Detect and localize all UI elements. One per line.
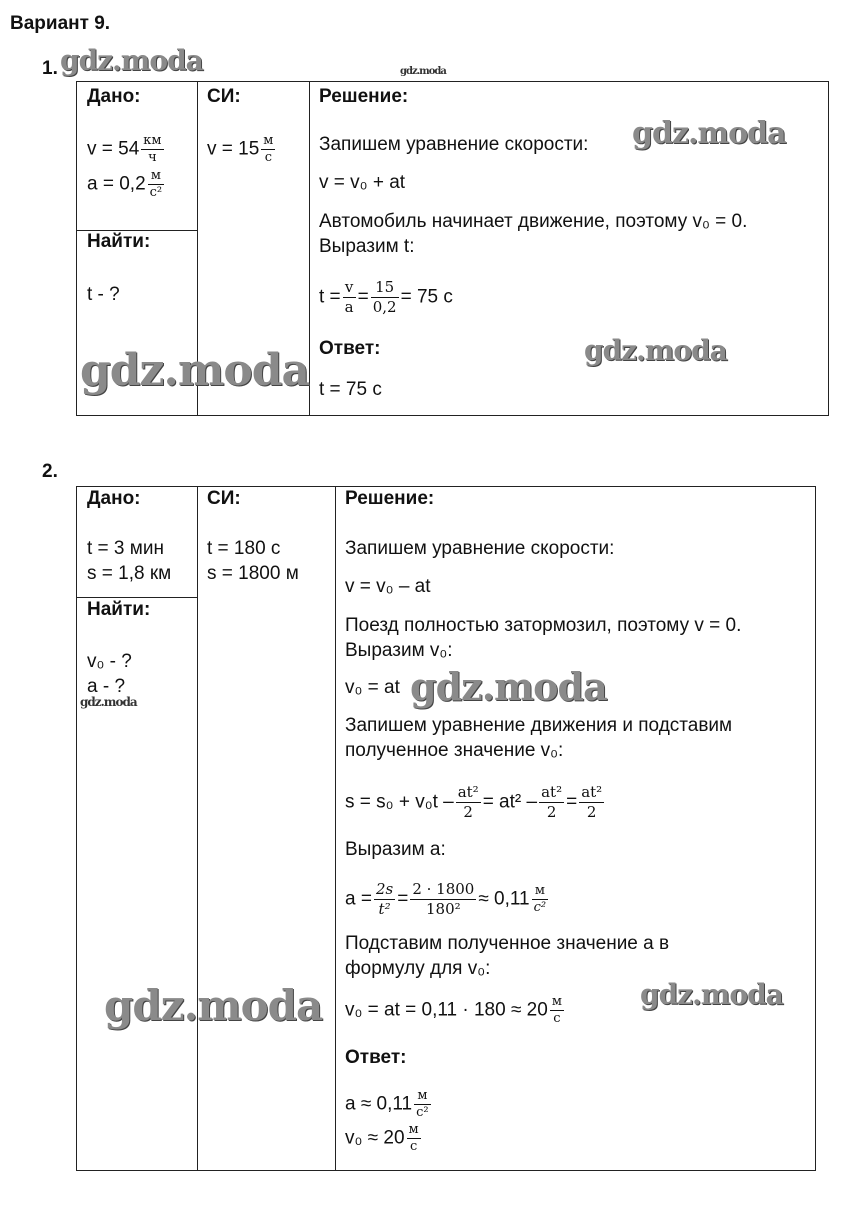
- si-heading: СИ:: [207, 86, 241, 107]
- watermark-logo: gdz.moda: [632, 116, 786, 151]
- solution-formula: v₀ = at = 0,11 · 180 ≈ 20 $\frac{м}{с}$: [345, 994, 562, 1026]
- solution-formula: a = $\frac{2s}{\text{t²}}$ = $\frac{2 \cdot 1800}{\text{180²}}$ ≈ 0,11 $\frac{м}{\text{с²}}$: [345, 880, 547, 918]
- given-acceleration: a = 0,2 $\frac{м}{\text{с²}}$: [87, 168, 163, 200]
- solution-line: Запишем уравнение скорости:: [345, 538, 615, 559]
- solution-line: формулу для v₀:: [345, 958, 491, 979]
- find-value: t - ?: [87, 284, 120, 305]
- solution-line: Автомобиль начинает движение, поэтому v₀ = 0.: [319, 211, 748, 232]
- solution-line: Выразим v₀:: [345, 640, 453, 661]
- answer-acceleration: a ≈ 0,11 $\frac{м}{\text{с²}}$: [345, 1088, 429, 1120]
- given-heading: Дано:: [87, 86, 141, 107]
- watermark-logo: gdz.moda: [104, 981, 323, 1030]
- task-1-number: 1.: [42, 58, 58, 79]
- given-heading: Дано:: [87, 488, 141, 509]
- watermark-logo: gdz.moda: [410, 664, 607, 709]
- solution-line: v₀ = at: [345, 677, 400, 698]
- solution-line: v = v₀ – at: [345, 576, 431, 597]
- si-speed: v = 15 $\frac{м}{с}$: [207, 133, 274, 165]
- solution-line: Поезд полностью затормозил, поэтому v = 0.: [345, 615, 742, 636]
- find-heading: Найти:: [87, 231, 151, 252]
- answer-heading: Ответ:: [319, 338, 381, 359]
- si-time: t = 180 с: [207, 538, 281, 559]
- watermark-logo: gdz.moda: [640, 978, 783, 1011]
- watermark-logo: gdz.moda: [80, 695, 137, 709]
- page-title: Вариант 9.: [10, 13, 111, 34]
- given-distance: s = 1,8 км: [87, 563, 172, 584]
- solution-formula: s = s₀ + v₀t – $\frac{\text{at²}}{2}$ = at² – $\frac{\text{at²}}{2}$ = $\frac{\text{at²}}{2}$: [345, 783, 603, 821]
- task-2-number: 2.: [42, 461, 58, 482]
- solution-line: Запишем уравнение движения и подставим: [345, 715, 733, 736]
- watermark-logo: gdz.moda: [584, 334, 727, 367]
- si-heading: СИ:: [207, 488, 241, 509]
- watermark-logo: gdz.moda: [80, 345, 310, 396]
- solution-heading: Решение:: [345, 488, 435, 509]
- task-2-table: [76, 486, 816, 1171]
- solution-line: полученное значение v₀:: [345, 740, 564, 761]
- answer-speed: v₀ ≈ 20 $\frac{м}{с}$: [345, 1122, 419, 1154]
- solution-line: v = v₀ + at: [319, 172, 406, 193]
- answer-value: t = 75 с: [319, 379, 382, 400]
- answer-heading: Ответ:: [345, 1047, 407, 1068]
- si-distance: s = 1800 м: [207, 563, 299, 584]
- solution-line: Подставим полученное значение a в: [345, 933, 670, 954]
- solution-line: Запишем уравнение скорости:: [319, 134, 589, 155]
- solution-formula: t = $\frac{v}{a}$ = $\frac{15}{0,2}$ = 75 с: [319, 278, 453, 316]
- watermark-logo: gdz.moda: [60, 44, 203, 77]
- given-speed: v = 54 $\frac{км}{ч}$: [87, 133, 162, 165]
- find-value: a - ?: [87, 676, 126, 697]
- watermark-logo: gdz.moda: [400, 66, 446, 77]
- solution-line: Выразим a:: [345, 839, 446, 860]
- find-value: v₀ - ?: [87, 651, 132, 672]
- solution-heading: Решение:: [319, 86, 409, 107]
- given-time: t = 3 мин: [87, 538, 164, 559]
- find-heading: Найти:: [87, 599, 151, 620]
- solution-line: Выразим t:: [319, 236, 415, 257]
